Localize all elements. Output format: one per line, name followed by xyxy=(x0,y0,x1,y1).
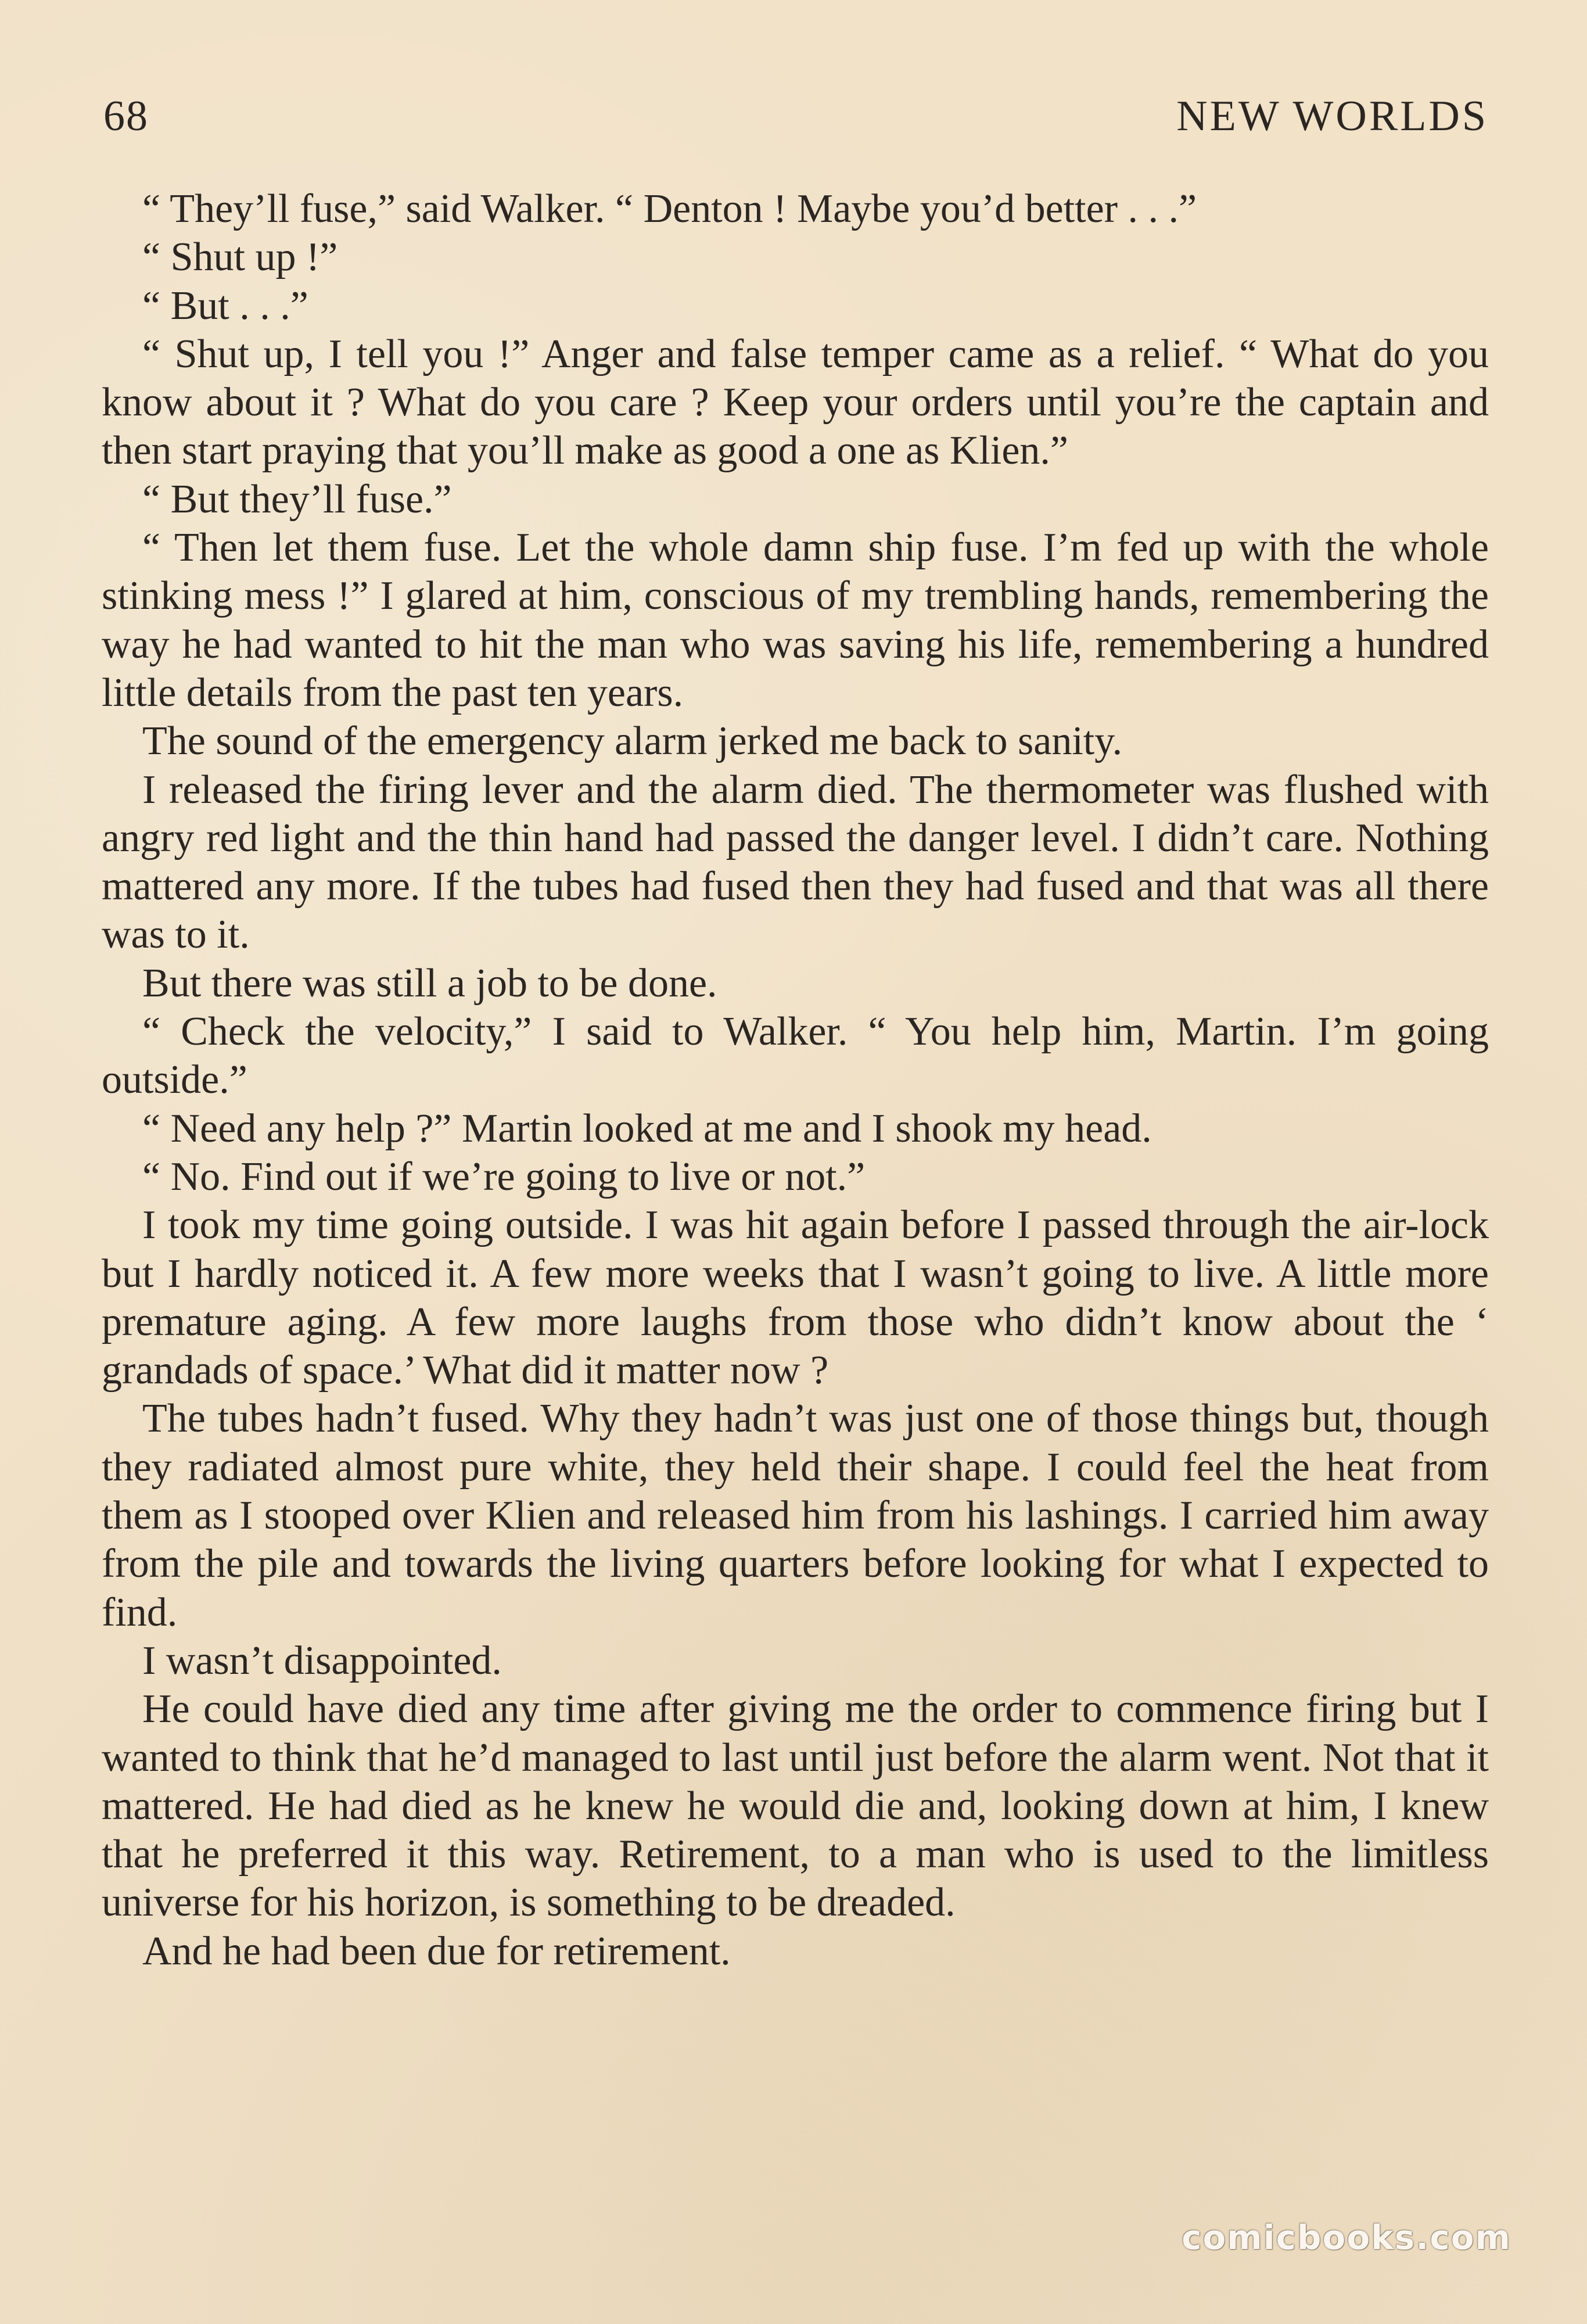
paragraph: “ They’ll fuse,” said Walker. “ Denton ! Maybe you’d better . . .” xyxy=(142,187,1197,231)
watermark: comicbooks.com xyxy=(1182,2218,1511,2257)
paragraph: “ But they’ll fuse.” xyxy=(142,476,452,522)
page-number: 68 xyxy=(103,92,149,140)
paragraph: The tubes hadn’t fused. Why they hadn’t was just one of those things but, though they radiated almost pure white, they held their shape. I could feel the heat from them as I stooped over Klien and released him from his lashings. I carried him away from the pile and towards the living quarters before looking for what I expected to find. xyxy=(102,1396,1489,1635)
paragraph: And he had been due for retirement. xyxy=(142,1928,731,1974)
paragraph: “ But . . .” xyxy=(142,283,308,328)
paragraph: The sound of the emergency alarm jerked me back to sanity. xyxy=(142,719,1123,764)
paragraph: I wasn’t disappointed. xyxy=(142,1638,502,1683)
paragraph: “ No. Find out if we’re going to live or not.” xyxy=(142,1154,866,1199)
paragraph: “ Need any help ?” Martin looked at me and I shook my head. xyxy=(142,1106,1152,1151)
paragraph: He could have died any time after giving me the order to commence firing but I wanted to think that he’d managed to last until just before the alarm went. Not that it mattered. He had died as he knew he would die and, looking down at him, I knew that he preferred it this way. Retirement, to a man who is used to the limitless universe for his horizon, is something to be dreaded. xyxy=(102,1687,1489,1925)
running-head: NEW WORLDS xyxy=(1176,92,1488,140)
paragraph: But there was still a job to be done. xyxy=(142,960,717,1006)
paragraph: “ Check the velocity,” I said to Walker. “ You help him, Martin. I’m going outside.” xyxy=(102,1009,1489,1103)
paragraph: I took my time going outside. I was hit again before I passed through the air-lock but I hardly noticed it. A few more weeks that I wasn’t going to live. A little more premature aging. A few more laughs from those who didn’t know about the ‘ grandads of space.’ What did it matter now ? xyxy=(102,1203,1489,1393)
paragraph: “ Shut up !” xyxy=(142,235,338,280)
body-text xyxy=(102,185,1489,1975)
paragraph: “ Shut up, I tell you !” Anger and false temper came as a relief. “ What do you know about it ? What do you care ? Keep your orders until you’re the captain and then start praying that you’ll make as good a one as Klien.” xyxy=(102,331,1489,474)
paragraph: “ Then let them fuse. Let the whole damn ship fuse. I’m fed up with the whole stinking mess !” I glared at him, conscious of my trembling hands, remembering the way he had wanted to hit the man who was saving his life, remembering a hundred little details from the past ten years. xyxy=(102,525,1489,715)
paragraph: I released the firing lever and the alarm died. The thermometer was flushed with angry red light and the thin hand had passed the danger level. I didn’t care. Nothing mattered any more. If the tubes had fused then they had fused and that was all there was to it. xyxy=(102,767,1489,957)
page-header xyxy=(103,87,1488,145)
